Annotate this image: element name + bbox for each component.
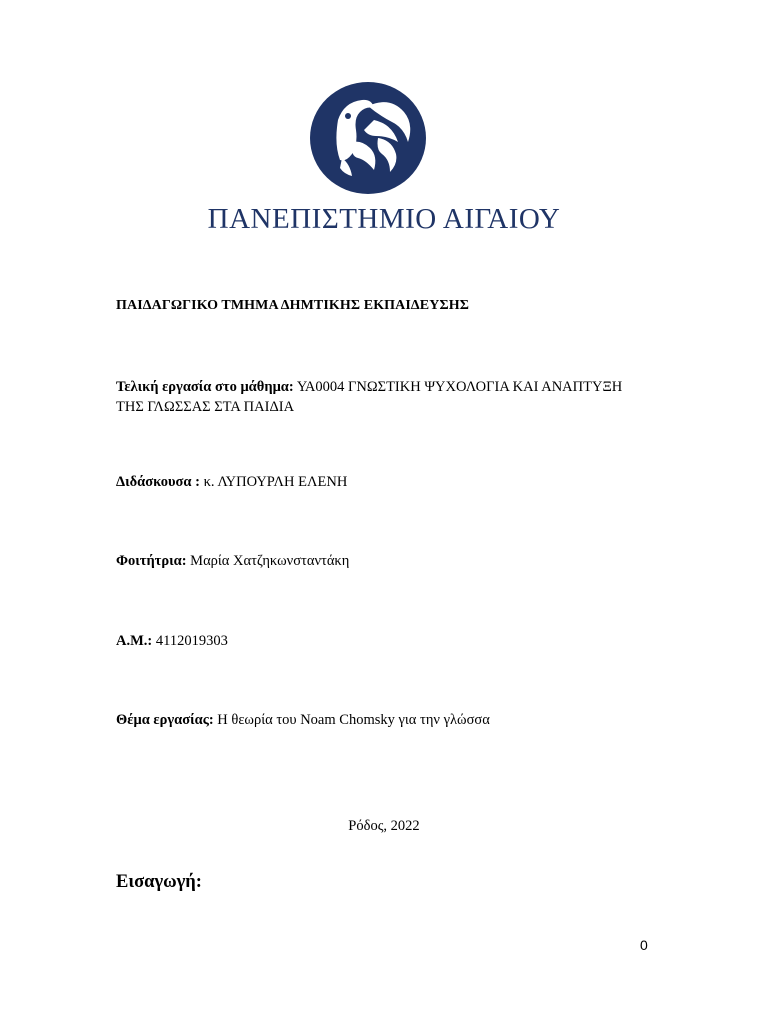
topic-label: Θέμα εργασίας: — [116, 712, 214, 728]
topic-line — [116, 712, 490, 729]
university-seal-icon — [308, 80, 428, 196]
student-value: Μαρία Χατζηκωνσταντάκη — [190, 553, 350, 569]
course-value: ΥΑ0004 ΓΝΩΣΤΙΚΗ ΨΥΧΟΛΟΓΙΑ ΚΑΙ ΑΝΑΠΤΥΞΗ ΤΗΣ ΓΛΩΣΣΑΣ ΣΤΑ ΠΑΙΔΙΑ — [116, 379, 623, 415]
student-label: Φοιτήτρια: — [116, 553, 187, 569]
teacher-line — [116, 474, 347, 491]
teacher-value: κ. ΛΥΠΟΥΡΛΗ ΕΛΕΝΗ — [203, 474, 348, 490]
registration-value: 4112019303 — [155, 633, 228, 649]
topic-value: Η θεωρία του Noam Chomsky για την γλώσσα — [217, 712, 490, 728]
course-label: Τελική εργασία στο μάθημα: — [116, 379, 294, 395]
place-date: Ρόδος, 2022 — [348, 818, 420, 834]
student-line — [116, 553, 349, 570]
registration-label: Α.Μ.: — [116, 633, 153, 649]
university-name: ΠΑΝΕΠΙΣΤΗΜΙΟ ΑΙΓΑΙΟΥ — [207, 203, 561, 235]
course-line — [116, 377, 636, 417]
teacher-label: Διδάσκουσα : — [116, 474, 200, 490]
registration-line — [116, 633, 228, 650]
page-number: 0 — [640, 937, 648, 953]
department-title: ΠΑΙΔΑΓΩΓΙΚΟ ΤΜΗΜΑ ΔΗΜΤΙΚΗΣ ΕΚΠΑΙΔΕΥΣΗΣ — [116, 298, 469, 313]
section-heading: Εισαγωγή: — [116, 872, 202, 892]
